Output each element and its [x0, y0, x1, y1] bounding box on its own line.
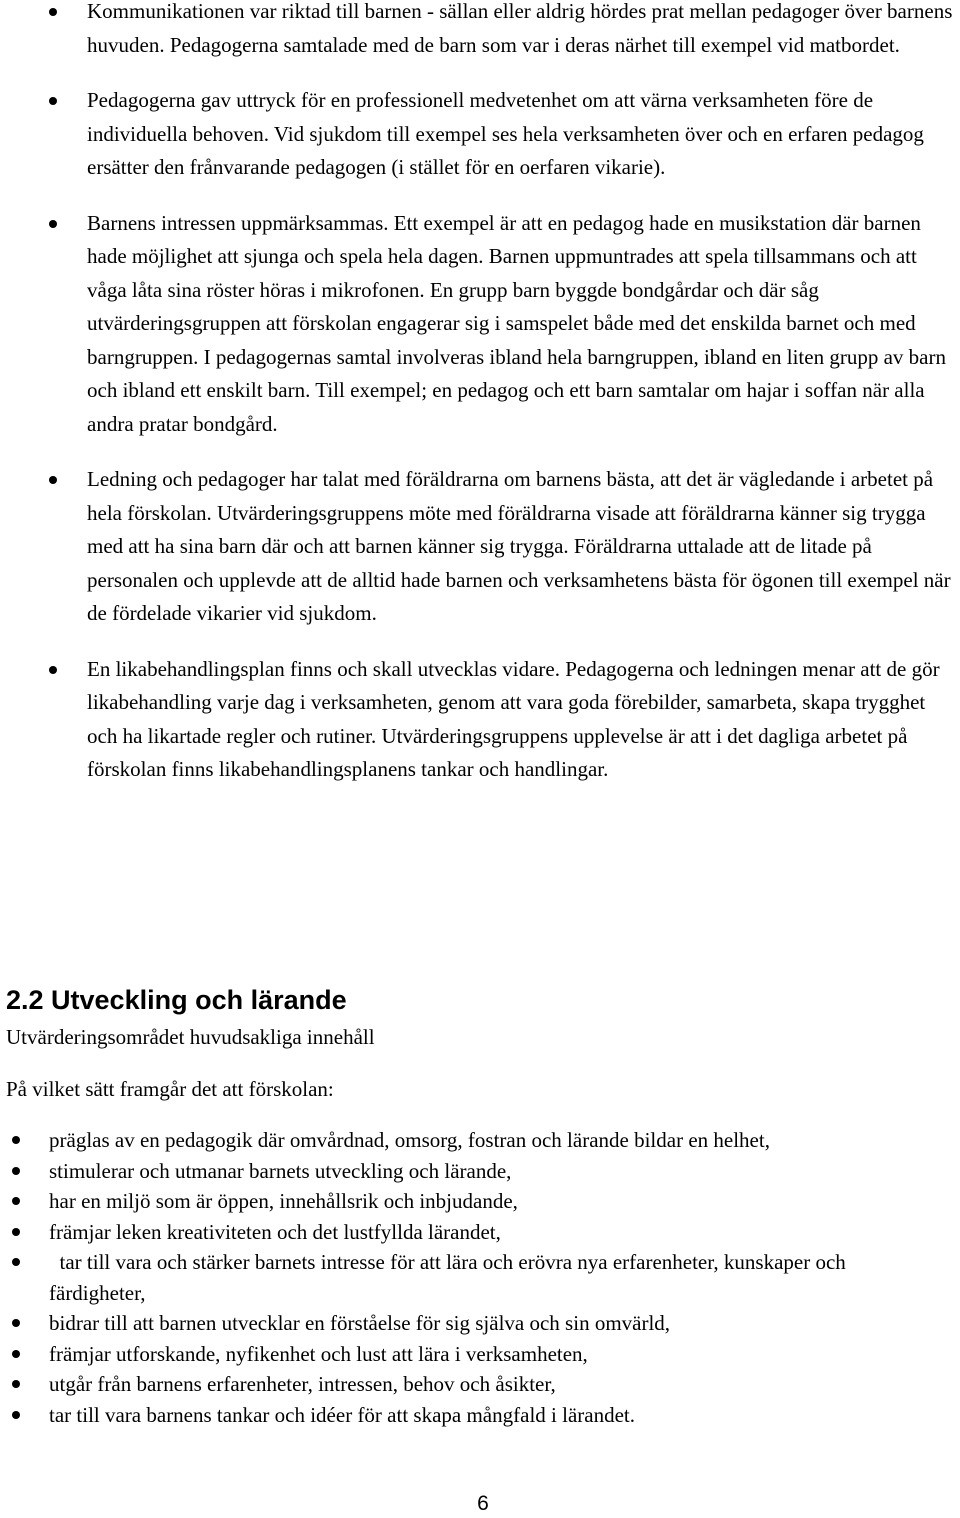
bullet-icon [12, 1319, 20, 1327]
bullet-icon [12, 1258, 20, 1266]
list-item [0, 1247, 960, 1308]
bullet-list-criteria [0, 1125, 960, 1430]
list-item [0, 1217, 960, 1248]
list-item-text: Kommunikationen var riktad till barnen - sällan eller aldrig hördes prat mellan pedagoger över barnens huvuden. Pedagogerna samtalade med de barn som var i deras närhet till exempel vid matbordet. [87, 0, 953, 57]
bullet-icon [49, 8, 57, 16]
list-item [0, 1308, 960, 1339]
list-item [0, 1339, 960, 1370]
bullet-icon [12, 1136, 20, 1144]
list-item [0, 1369, 960, 1400]
list-item [0, 1156, 960, 1187]
section-heading: 2.2 Utveckling och lärande [6, 985, 347, 1015]
list-item-text: stimulerar och utmanar barnets utveckling och lärande, [49, 1158, 512, 1183]
list-item-text: bidrar till att barnen utvecklar en förståelse för sig själva och sin omvärld, [49, 1311, 671, 1335]
bullet-icon [49, 666, 57, 674]
bullet-icon [12, 1228, 20, 1236]
bullet-icon [49, 97, 57, 105]
bullet-icon [12, 1167, 20, 1175]
bullet-icon [12, 1411, 20, 1419]
page-number: 6 [477, 1492, 489, 1515]
list-item [0, 1186, 960, 1217]
list-item-text: Barnens intressen uppmärksammas. Ett exempel är att en pedagog hade en musikstation där barnen hade möjlighet att sjunga och spela hela dagen. Barnen uppmuntrades att spela tillsammans och att våga låta sina röster höras i mikrofonen. En grupp barn byggde bondgårdar och där såg utvärderingsgruppen att förskolan engagerar sig i samspelet både med det enskilda barnet och med barngruppen. I pedagogernas samtal involveras ibland hela barngruppen, ibland en liten grupp av barn och ibland ett enskilt barn. Till exempel; en pedagog och ett barn samtalar om hajar i soffan när alla andra pratar bondgård. [87, 210, 946, 436]
section-intro: På vilket sätt framgår det att förskolan: [6, 1077, 334, 1101]
list-item-text: främjar leken kreativiteten och det lustfyllda lärandet, [49, 1219, 501, 1244]
list-item-text: främjar utforskande, nyfikenhet och lust att lära i verksamheten, [49, 1341, 588, 1366]
section-subheading: Utvärderingsområdet huvudsakliga innehåll [6, 1025, 375, 1049]
bullet-icon [49, 220, 57, 228]
list-item [0, 463, 960, 631]
list-item [0, 84, 960, 185]
list-item [0, 207, 960, 442]
list-item-text: Ledning och pedagoger har talat med föräldrarna om barnens bästa, att det är vägledande i arbetet på hela förskolan. Utvärderingsgruppens möte med föräldrarna visade att föräldrarna känner sig trygga med att ha sina barn där och att barnen känner sig trygga. Föräldrarna uttalade att de litade på personalen och upplevde att de alltid hade barnen och verksamhetens bästa för ögonen till exempel när de fördelade vikarier vid sjukdom. [87, 467, 951, 625]
list-item-text: präglas av en pedagogik där omvårdnad, omsorg, fostran och lärande bildar en helhet, [49, 1128, 770, 1152]
list-item [0, 0, 960, 62]
list-item-text: En likabehandlingsplan finns och skall utvecklas vidare. Pedagogerna och ledningen menar att de gör likabehandling varje dag i verksamheten, genom att vara goda förebilder, samarbeta, skapa trygghet och ha likartade regler och rutiner. Utvärderingsgruppens upplevelse är att i det dagliga arbetet på förskolan finns likabehandlingsplanens tankar och handlingar. [87, 656, 940, 781]
list-item-text: tar till vara barnens tankar och idéer för att skapa mångfald i lärandet. [49, 1402, 635, 1427]
bullet-icon [12, 1197, 20, 1205]
list-item-text: Pedagogerna gav uttryck för en professionell medvetenhet om att värna verksamheten före de individuella behoven. Vid sjukdom till exempel ses hela verksamheten över och en erfaren pedagog ersätter den frånvarande pedagogen (i stället för en oerfaren vikarie). [87, 88, 924, 179]
list-item [0, 653, 960, 787]
bullet-icon [12, 1350, 20, 1358]
list-item-text: tar till vara och stärker barnets intresse för att lära och erövra nya erfarenheter, kunskaper och färdigheter, [49, 1250, 852, 1305]
list-item-text: har en miljö som är öppen, innehållsrik och inbjudande, [49, 1189, 518, 1213]
list-item [0, 1400, 960, 1431]
list-item [0, 1125, 960, 1156]
list-item-text: utgår från barnens erfarenheter, intressen, behov och åsikter, [49, 1372, 556, 1396]
bullet-icon [49, 476, 57, 484]
bullet-icon [12, 1380, 20, 1388]
